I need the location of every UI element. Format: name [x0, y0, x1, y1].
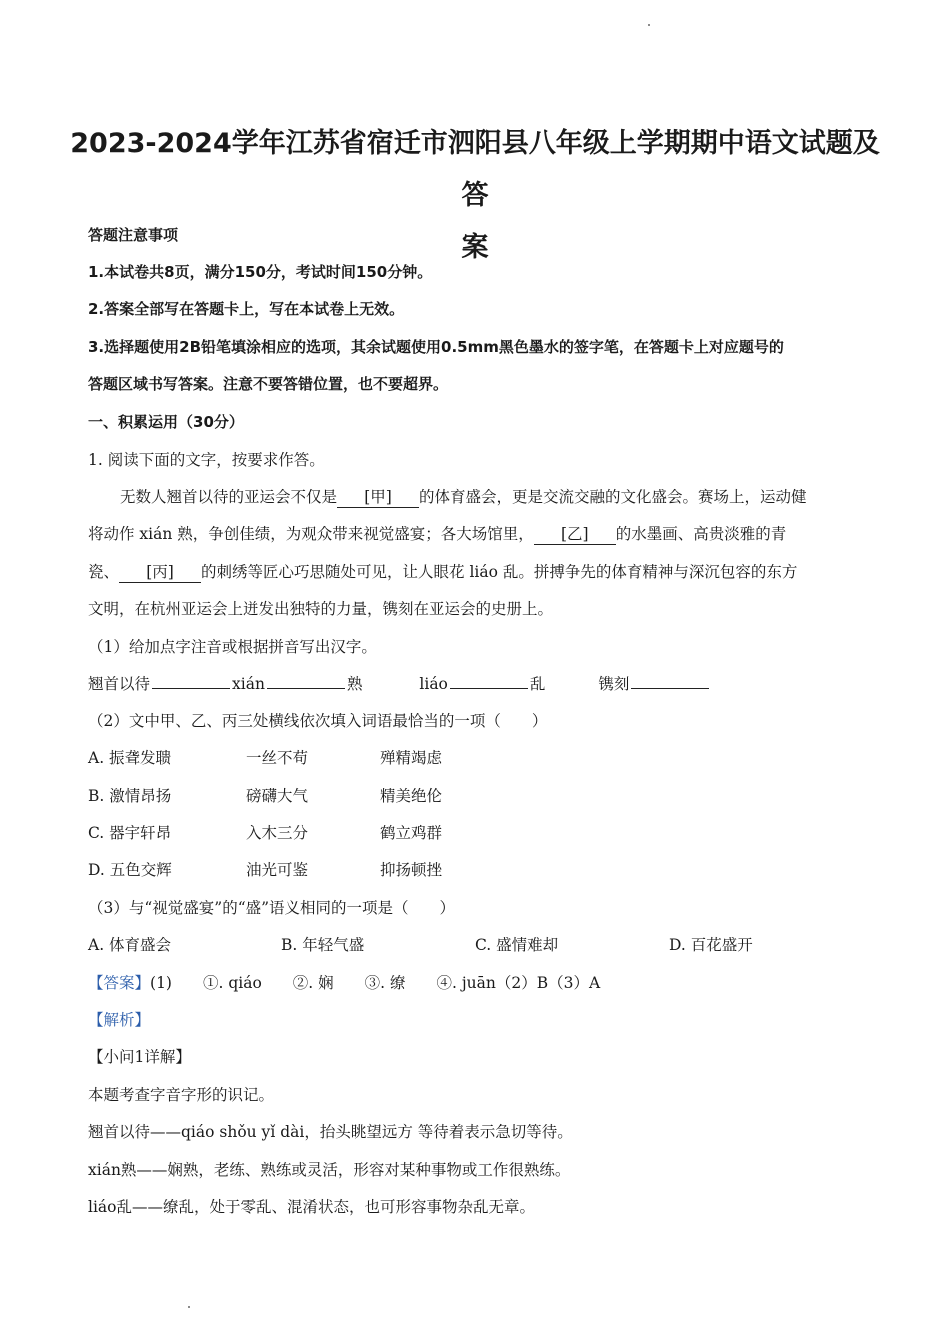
notice-item-1: 1.本试卷共8页，满分150分，考试时间150分钟。	[88, 263, 433, 281]
blank-jia: [甲]	[337, 485, 419, 508]
option-d-1: D. 五色交辉	[88, 861, 172, 879]
title-line-2: 案	[461, 232, 489, 263]
option-3-b: B. 年轻气盛	[281, 936, 365, 954]
fill-blank-4[interactable]	[631, 674, 709, 689]
notice-item-2: 2.答案全部写在答题卡上，写在本试卷上无效。	[88, 300, 405, 318]
option-a-2: 一丝不苟	[246, 749, 309, 767]
fill-blank-3[interactable]	[450, 674, 528, 689]
title-line-1: 2023-2024学年江苏省宿迁市泗阳县八年级上学期期中语文试题及答	[70, 128, 880, 211]
option-3-c: C. 盛情难却	[475, 936, 559, 954]
fill-word-1: 翘首以待	[88, 675, 151, 693]
detail-line-4: liáo乱——缭乱，处于零乱、混淆状态，也可形容事物杂乱无章。	[88, 1198, 535, 1216]
notice-item-3a: 3.选择题使用2B铅笔填涂相应的选项，其余试题使用0.5mm黑色墨水的签字笔，在答题卡上对应题号的	[88, 338, 784, 356]
option-c-3: 鹤立鸡群	[380, 824, 443, 842]
fill-word-2: xián	[232, 675, 265, 693]
option-a-3: 殚精竭虑	[380, 749, 443, 767]
passage-line-4: 文明，在杭州亚运会上迸发出独特的力量，镌刻在亚运会的史册上。	[88, 600, 554, 618]
fill-word-3b: 乱	[529, 675, 546, 693]
passage-text: 的水墨画、高贵淡雅的青	[615, 525, 787, 543]
option-c-1: C. 器宇轩昂	[88, 824, 172, 842]
option-3-a: A. 体育盛会	[88, 936, 172, 954]
option-b-1: B. 激情昂扬	[88, 787, 172, 805]
question-1-stem: 1. 阅读下面的文字，按要求作答。	[88, 451, 325, 469]
analysis-tag: 【解析】	[88, 1011, 151, 1029]
detail-line-2: 翘首以待——qiáo shǒu yǐ dài，抬头眺望远方 等待着表示急切等待。	[88, 1123, 573, 1141]
passage-line-3	[88, 560, 797, 583]
option-d-3: 抑扬顿挫	[380, 861, 443, 879]
scan-dot	[188, 1306, 190, 1308]
passage-line-1	[120, 485, 807, 508]
sub-question-2: （2）文中甲、乙、丙三处横线依次填入词语最恰当的一项（ ）	[88, 712, 548, 730]
fill-line	[88, 672, 711, 694]
option-b-3: 精美绝伦	[380, 787, 443, 805]
notice-heading: 答题注意事项	[88, 226, 179, 244]
option-b-2: 磅礴大气	[246, 787, 309, 805]
section-heading: 一、积累运用（30分）	[88, 413, 244, 431]
detail-heading: 【小问1详解】	[88, 1048, 191, 1066]
detail-line-3: xián熟——娴熟，老练、熟练或灵活，形容对某种事物或工作很熟练。	[88, 1161, 571, 1179]
option-a-1: A. 振聋发聩	[88, 749, 172, 767]
answer-line	[88, 971, 600, 993]
passage-text: 将动作 xián 熟，争创佳绩，为观众带来视觉盛宴；各大场馆里，	[88, 525, 534, 543]
fill-word-3: liáo	[419, 675, 448, 693]
fill-word-4: 镌刻	[598, 675, 630, 693]
fill-blank-1[interactable]	[152, 674, 230, 689]
fill-blank-2[interactable]	[267, 674, 345, 689]
passage-text: 的体育盛会，更是交流交融的文化盛会。赛场上，运动健	[419, 488, 807, 506]
detail-line-1: 本题考查字音字形的识记。	[88, 1086, 275, 1104]
sub-question-1: （1）给加点字注音或根据拼音写出汉字。	[88, 638, 377, 656]
option-d-2: 油光可鉴	[246, 861, 309, 879]
passage-text: 无数人翘首以待的亚运会不仅是	[120, 488, 338, 506]
answer-tag: 【答案】	[88, 974, 151, 992]
fill-word-2b: 熟	[346, 675, 363, 693]
passage-text: 瓷、	[88, 563, 120, 581]
blank-bing: [丙]	[119, 560, 201, 583]
scan-dot	[648, 24, 650, 26]
page-title	[70, 118, 880, 274]
option-3-d: D. 百花盛开	[669, 936, 753, 954]
notice-item-3b: 答题区域书写答案。注意不要答错位置，也不要超界。	[88, 375, 449, 393]
sub-question-3: （3）与“视觉盛宴”的“盛”语义相同的一项是（ ）	[88, 899, 456, 917]
answer-text: (1) ①. qiáo ②. 娴 ③. 缭 ④. juān（2）B（3）A	[150, 974, 601, 992]
passage-text: 的刺绣等匠心巧思随处可见，让人眼花 liáo 乱。拼搏争先的体育精神与深沉包容的东方	[201, 563, 798, 581]
option-c-2: 入木三分	[246, 824, 309, 842]
blank-yi: [乙]	[534, 522, 616, 545]
passage-line-2	[88, 522, 786, 545]
